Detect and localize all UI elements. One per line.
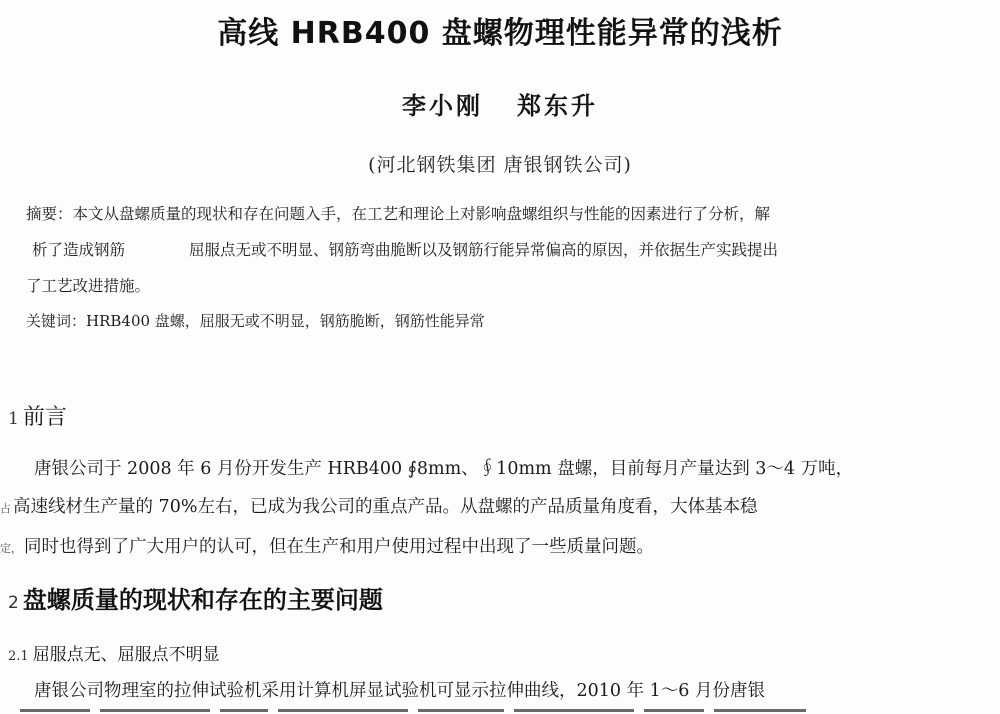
cropped-glyph: 定， xyxy=(0,542,22,555)
paper-title: 高线 HRB400 盘螺物理性能异常的浅析 xyxy=(217,16,783,51)
section-paragraph xyxy=(0,450,990,568)
subsection-heading xyxy=(8,640,220,665)
paragraph-line xyxy=(0,528,990,568)
section-title: 前言 xyxy=(22,405,67,430)
section-number: 2 xyxy=(8,593,19,613)
section-title: 盘螺质量的现状和存在的主要问题 xyxy=(22,586,383,614)
cropped-text-line xyxy=(20,709,940,714)
paragraph-line: 唐银公司于 2008 年 6 月份开发生产 HRB400 ∮8mm、∮10mm 盘螺，目前每月产量达到 3～4 万吨， xyxy=(34,459,854,479)
abstract-line xyxy=(26,232,946,268)
author-affiliation: (河北钢铁集团 唐银钢铁公司) xyxy=(368,154,632,176)
keywords: 关键词：HRB400 盘螺，屈服无或不明显，钢筋脆断，钢筋性能异常 xyxy=(26,312,485,330)
section-paragraph xyxy=(0,672,990,710)
abstract-line: 了工艺改进措施。 xyxy=(26,277,151,295)
abstract-line: 摘要：本文从盘螺质量的现状和存在问题入手，在工艺和理论上对影响盘螺组织与性能的因素进行了分析，解 xyxy=(26,205,771,223)
paragraph-line: 唐银公司物理室的拉伸试验机采用计算机屏显试验机可显示拉伸曲线，2010 年 1～6 月份唐银 xyxy=(34,681,765,701)
paragraph-line xyxy=(0,488,990,528)
subsection-title: 屈服点无、屈服点不明显 xyxy=(32,645,220,665)
author-name: 李小刚 xyxy=(402,91,483,120)
author-name: 郑东升 xyxy=(517,91,598,120)
abstract-text: 析了造成钢筋 xyxy=(32,241,126,259)
abstract-text: 屈服点无或不明显、钢筋弯曲脆断以及钢筋行能异常偏高的原因，并依据生产实践提出 xyxy=(189,241,779,259)
abstract xyxy=(26,196,946,304)
section-heading xyxy=(8,580,383,615)
author-list xyxy=(0,86,1000,121)
paragraph-text: 高速线材生产量的 70%左右，已成为我公司的重点产品。从盘螺的产品质量角度看，大体基本稳 xyxy=(13,497,758,517)
subsection-number: 2.1 xyxy=(8,649,29,664)
paragraph-text: 同时也得到了广大用户的认可，但在生产和用户使用过程中出现了一些质量问题。 xyxy=(24,537,654,557)
cropped-glyph: 占 xyxy=(0,502,11,515)
section-number: 1 xyxy=(8,409,19,429)
section-heading xyxy=(8,400,67,431)
